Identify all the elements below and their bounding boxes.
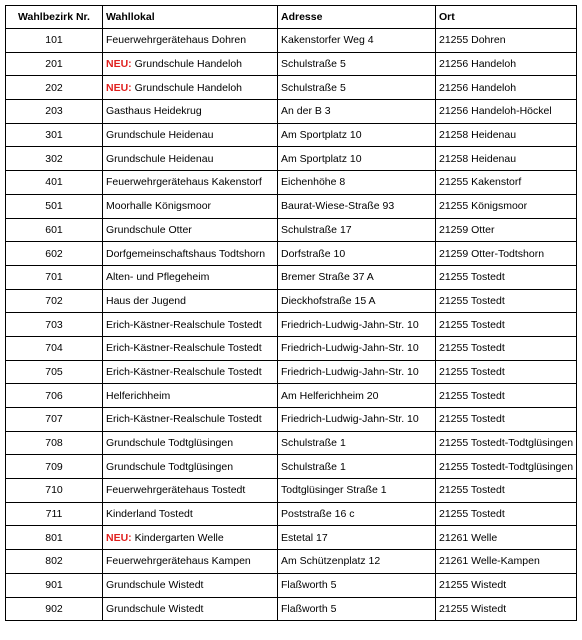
table-row [6, 455, 577, 479]
cell-wahlbezirk-nr: 501 [6, 194, 103, 218]
cell-wahlbezirk-nr: 705 [6, 360, 103, 384]
cell-ort: 21255 Wistedt [436, 573, 577, 597]
cell-wahllokal [103, 479, 278, 503]
cell-adresse: Friedrich-Ludwig-Jahn-Str. 10 [278, 313, 436, 337]
header-ort: Ort [436, 6, 577, 29]
header-wahllokal: Wahllokal [103, 6, 278, 29]
cell-adresse: Am Sportplatz 10 [278, 147, 436, 171]
cell-ort: 21255 Tostedt-Todtglüsingen [436, 455, 577, 479]
cell-ort: 21255 Tostedt-Todtglüsingen [436, 431, 577, 455]
cell-wahllokal [103, 597, 278, 621]
cell-ort: 21255 Tostedt [436, 479, 577, 503]
table-row [6, 336, 577, 360]
cell-wahlbezirk-nr: 711 [6, 502, 103, 526]
wahllokal-name: Grundschule Handeloh [134, 58, 242, 71]
cell-wahlbezirk-nr: 701 [6, 265, 103, 289]
new-marker: NEU: [106, 531, 132, 544]
wahllokal-name: Erich-Kästner-Realschule Tostedt [106, 342, 262, 355]
wahllokal-name: Kinderland Tostedt [106, 508, 193, 521]
cell-ort: 21255 Tostedt [436, 313, 577, 337]
cell-adresse: Friedrich-Ludwig-Jahn-Str. 10 [278, 336, 436, 360]
cell-ort: 21255 Tostedt [436, 289, 577, 313]
table-row [6, 408, 577, 432]
cell-wahllokal [103, 76, 278, 100]
cell-wahllokal [103, 336, 278, 360]
cell-wahlbezirk-nr: 706 [6, 384, 103, 408]
cell-adresse: Bremer Straße 37 A [278, 265, 436, 289]
wahllokal-name: Dorfgemeinschaftshaus Todtshorn [106, 247, 266, 260]
polling-stations-table [5, 5, 577, 621]
cell-wahllokal [103, 408, 278, 432]
cell-wahlbezirk-nr: 709 [6, 455, 103, 479]
table-row [6, 597, 577, 621]
table-row [6, 526, 577, 550]
cell-wahlbezirk-nr: 901 [6, 573, 103, 597]
wahllokal-name: Alten- und Pflegeheim [106, 271, 210, 284]
cell-wahllokal [103, 455, 278, 479]
cell-ort: 21258 Heidenau [436, 123, 577, 147]
cell-wahlbezirk-nr: 203 [6, 100, 103, 124]
table-row [6, 431, 577, 455]
wahllokal-name: Grundschule Todtglüsingen [106, 460, 234, 473]
cell-wahlbezirk-nr: 101 [6, 29, 103, 53]
new-marker: NEU: [106, 81, 132, 94]
new-marker: NEU: [106, 58, 132, 71]
cell-wahlbezirk-nr: 703 [6, 313, 103, 337]
wahllokal-name: Moorhalle Königsmoor [106, 200, 212, 213]
cell-adresse: Schulstraße 5 [278, 52, 436, 76]
cell-wahlbezirk-nr: 401 [6, 171, 103, 195]
cell-ort: 21256 Handeloh-Höckel [436, 100, 577, 124]
table-row [6, 550, 577, 574]
cell-wahllokal [103, 100, 278, 124]
cell-wahllokal [103, 289, 278, 313]
cell-wahllokal [103, 360, 278, 384]
cell-wahlbezirk-nr: 702 [6, 289, 103, 313]
cell-adresse: Schulstraße 1 [278, 455, 436, 479]
cell-wahllokal [103, 218, 278, 242]
cell-adresse: Schulstraße 17 [278, 218, 436, 242]
cell-wahllokal [103, 526, 278, 550]
wahllokal-name: Erich-Kästner-Realschule Tostedt [106, 318, 262, 331]
cell-ort: 21255 Dohren [436, 29, 577, 53]
cell-wahllokal [103, 431, 278, 455]
cell-wahllokal [103, 242, 278, 266]
table-row [6, 265, 577, 289]
table-row [6, 384, 577, 408]
cell-adresse: Kakenstorfer Weg 4 [278, 29, 436, 53]
cell-wahlbezirk-nr: 302 [6, 147, 103, 171]
table-row [6, 289, 577, 313]
header-adresse: Adresse [278, 6, 436, 29]
cell-wahlbezirk-nr: 902 [6, 597, 103, 621]
header-wahlbezirk-nr: Wahlbezirk Nr. [6, 6, 103, 29]
cell-wahlbezirk-nr: 801 [6, 526, 103, 550]
cell-ort: 21255 Kakenstorf [436, 171, 577, 195]
wahllokal-name: Feuerwehrgerätehaus Kampen [106, 555, 251, 568]
cell-adresse: An der B 3 [278, 100, 436, 124]
wahllokal-name: Grundschule Todtglüsingen [106, 437, 234, 450]
cell-adresse: Baurat-Wiese-Straße 93 [278, 194, 436, 218]
cell-wahlbezirk-nr: 802 [6, 550, 103, 574]
table-row [6, 573, 577, 597]
cell-adresse: Todtglüsinger Straße 1 [278, 479, 436, 503]
cell-ort: 21255 Tostedt [436, 265, 577, 289]
cell-adresse: Friedrich-Ludwig-Jahn-Str. 10 [278, 408, 436, 432]
cell-ort: 21255 Königsmoor [436, 194, 577, 218]
cell-wahllokal [103, 384, 278, 408]
wahllokal-name: Erich-Kästner-Realschule Tostedt [106, 365, 262, 378]
cell-ort: 21259 Otter-Todtshorn [436, 242, 577, 266]
cell-wahlbezirk-nr: 202 [6, 76, 103, 100]
table-row [6, 242, 577, 266]
cell-adresse: Dorfstraße 10 [278, 242, 436, 266]
cell-wahlbezirk-nr: 708 [6, 431, 103, 455]
cell-ort: 21261 Welle-Kampen [436, 550, 577, 574]
cell-wahllokal [103, 123, 278, 147]
cell-wahllokal [103, 194, 278, 218]
cell-adresse: Dieckhofstraße 15 A [278, 289, 436, 313]
cell-wahllokal [103, 573, 278, 597]
wahllokal-name: Grundschule Wistedt [106, 579, 204, 592]
cell-adresse: Estetal 17 [278, 526, 436, 550]
wahllokal-name: Haus der Jugend [106, 294, 186, 307]
cell-ort: 21255 Tostedt [436, 408, 577, 432]
cell-adresse: Am Sportplatz 10 [278, 123, 436, 147]
cell-wahllokal [103, 52, 278, 76]
cell-adresse: Flaßworth 5 [278, 597, 436, 621]
cell-wahllokal [103, 502, 278, 526]
table-row [6, 313, 577, 337]
wahllokal-name: Grundschule Heidenau [106, 129, 214, 142]
cell-ort: 21259 Otter [436, 218, 577, 242]
table-row [6, 123, 577, 147]
cell-wahllokal [103, 550, 278, 574]
cell-wahllokal [103, 313, 278, 337]
table-row [6, 218, 577, 242]
cell-wahlbezirk-nr: 602 [6, 242, 103, 266]
cell-ort: 21255 Tostedt [436, 502, 577, 526]
wahllokal-name: Feuerwehrgerätehaus Kakenstorf [106, 176, 262, 189]
cell-ort: 21255 Tostedt [436, 360, 577, 384]
cell-ort: 21256 Handeloh [436, 76, 577, 100]
cell-adresse: Friedrich-Ludwig-Jahn-Str. 10 [278, 360, 436, 384]
wahllokal-name: Feuerwehrgerätehaus Dohren [106, 34, 247, 47]
table-row [6, 147, 577, 171]
cell-wahllokal [103, 29, 278, 53]
cell-adresse: Flaßworth 5 [278, 573, 436, 597]
cell-wahlbezirk-nr: 601 [6, 218, 103, 242]
cell-wahllokal [103, 171, 278, 195]
cell-ort: 21255 Tostedt [436, 336, 577, 360]
cell-wahllokal [103, 265, 278, 289]
wahllokal-name: Grundschule Wistedt [106, 602, 204, 615]
cell-adresse: Poststraße 16 c [278, 502, 436, 526]
table-body [6, 29, 577, 621]
cell-wahlbezirk-nr: 710 [6, 479, 103, 503]
wahllokal-name: Erich-Kästner-Realschule Tostedt [106, 413, 262, 426]
cell-ort: 21258 Heidenau [436, 147, 577, 171]
wahllokal-name: Kindergarten Welle [134, 531, 224, 544]
wahllokal-name: Grundschule Heidenau [106, 152, 214, 165]
cell-adresse: Schulstraße 1 [278, 431, 436, 455]
table-header [6, 6, 577, 29]
table-row [6, 100, 577, 124]
wahllokal-name: Helferichheim [106, 389, 171, 402]
cell-adresse: Schulstraße 5 [278, 76, 436, 100]
cell-ort: 21255 Tostedt [436, 384, 577, 408]
table-row [6, 52, 577, 76]
cell-ort: 21261 Welle [436, 526, 577, 550]
cell-ort: 21255 Wistedt [436, 597, 577, 621]
cell-ort: 21256 Handeloh [436, 52, 577, 76]
wahllokal-name: Feuerwehrgerätehaus Tostedt [106, 484, 246, 497]
cell-adresse: Eichenhöhe 8 [278, 171, 436, 195]
cell-wahlbezirk-nr: 707 [6, 408, 103, 432]
table-row [6, 502, 577, 526]
header-row [6, 6, 577, 29]
wahllokal-name: Grundschule Otter [106, 223, 192, 236]
table-row [6, 171, 577, 195]
cell-wahlbezirk-nr: 301 [6, 123, 103, 147]
table-row [6, 29, 577, 53]
cell-wahllokal [103, 147, 278, 171]
cell-adresse: Am Schützenplatz 12 [278, 550, 436, 574]
table-row [6, 479, 577, 503]
table-row [6, 194, 577, 218]
table-row [6, 360, 577, 384]
wahllokal-name: Grundschule Handeloh [134, 81, 242, 94]
table-row [6, 76, 577, 100]
wahllokal-name: Gasthaus Heidekrug [106, 105, 202, 118]
cell-wahlbezirk-nr: 201 [6, 52, 103, 76]
cell-wahlbezirk-nr: 704 [6, 336, 103, 360]
cell-adresse: Am Helferichheim 20 [278, 384, 436, 408]
